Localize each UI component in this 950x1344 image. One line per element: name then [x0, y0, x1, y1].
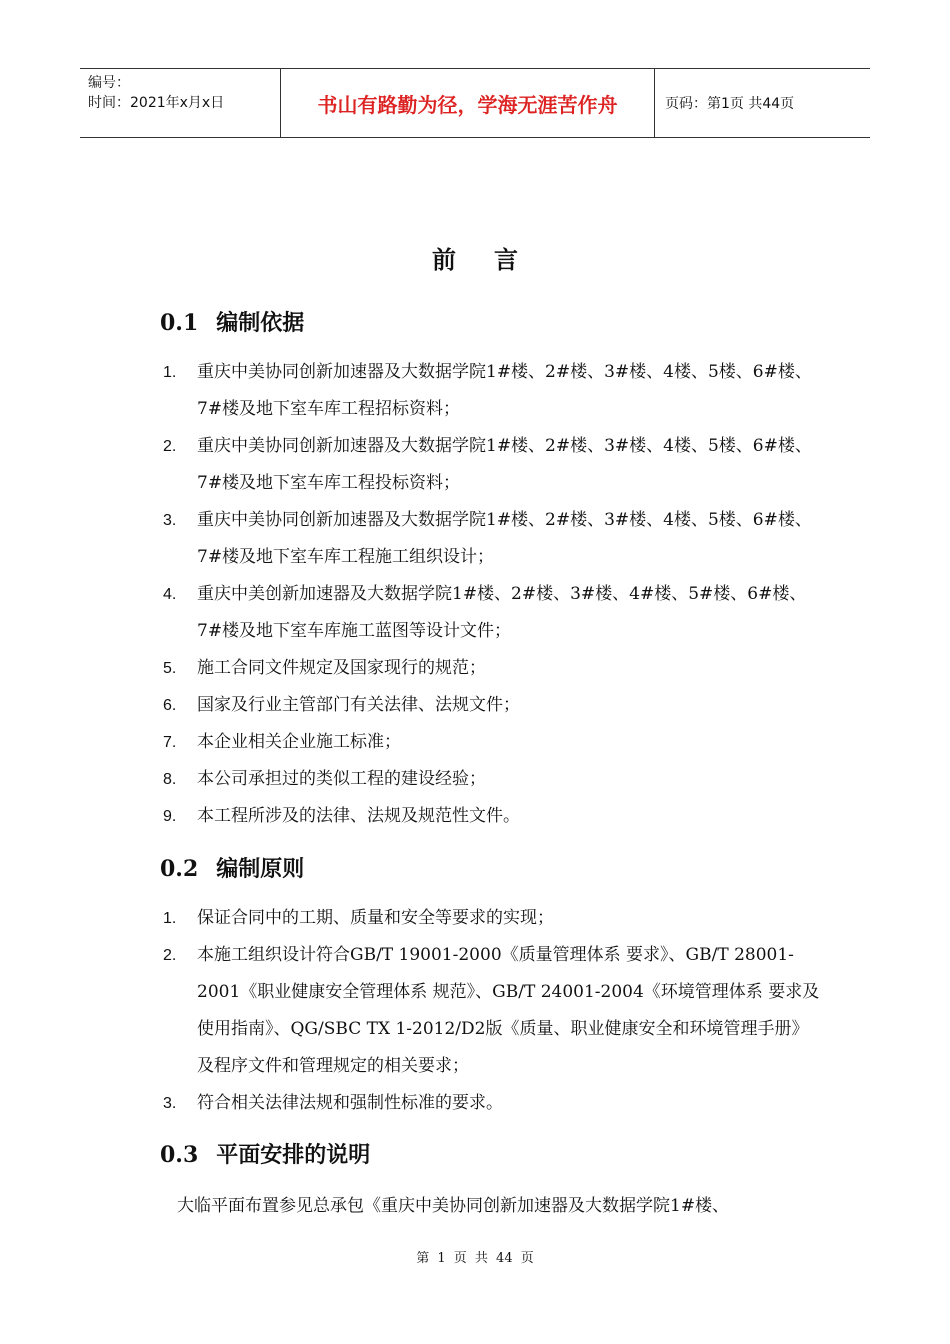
page-footer: 第 1 页 共 44 页 — [416, 1251, 534, 1266]
list-item — [160, 798, 820, 835]
item-number: 7. — [163, 734, 177, 751]
section-heading-0-3 — [160, 1138, 370, 1169]
list-item — [160, 650, 820, 687]
section-number: 0.3 — [160, 1142, 199, 1168]
page-header — [80, 68, 870, 138]
list-item — [160, 687, 820, 724]
section-title: 编制原则 — [216, 857, 305, 882]
item-text: 本施工组织设计符合GB/T 19001-2000《质量管理体系 要求》、GB/T 28001-2001《职业健康安全管理体系 规范》、GB/T 24001-2004《环境管理体系 要求及使用指南》、QG/SBC TX 1-2012/D2版《质量、职业健康安全和环境管理手册》及程序文件和管理规定的相关要求； — [197, 945, 820, 1076]
item-text: 重庆中美协同创新加速器及大数据学院1#楼、2#楼、3#楼、4楼、5楼、6#楼、7#楼及地下室车库工程施工组织设计； — [197, 510, 812, 567]
item-text: 本企业相关企业施工标准； — [197, 732, 401, 752]
item-number: 5. — [163, 660, 177, 677]
item-text: 本工程所涉及的法律、法规及规范性文件。 — [197, 806, 520, 826]
section-number: 0.2 — [160, 856, 199, 882]
item-text: 保证合同中的工期、质量和安全等要求的实现； — [197, 908, 554, 928]
item-text: 施工合同文件规定及国家现行的规范； — [197, 658, 486, 678]
section-title: 平面安排的说明 — [216, 1143, 371, 1168]
item-text: 重庆中美协同创新加速器及大数据学院1#楼、2#楼、3#楼、4楼、5楼、6#楼、7#楼及地下室车库工程投标资料； — [197, 436, 812, 493]
item-number: 8. — [163, 771, 177, 788]
document-title: 前言 — [432, 245, 556, 274]
item-number: 1. — [163, 910, 177, 927]
header-left-cell — [80, 69, 281, 137]
section-heading-0-2 — [160, 852, 304, 883]
item-text: 重庆中美协同创新加速器及大数据学院1#楼、2#楼、3#楼、4楼、5楼、6#楼、7#楼及地下室车库工程招标资料； — [197, 362, 812, 419]
item-number: 6. — [163, 697, 177, 714]
page-info: 页码：第1页 共44页 — [665, 96, 795, 112]
list-item — [160, 900, 820, 937]
list-item — [160, 502, 820, 576]
item-text: 本公司承担过的类似工程的建设经验； — [197, 769, 486, 789]
time-label: 时间：2021年x月x日 — [88, 95, 225, 111]
section-number: 0.1 — [160, 310, 199, 336]
list-item — [160, 1085, 820, 1122]
basis-list — [160, 354, 820, 835]
motto: 书山有路勤为径，学海无涯苦作舟 — [281, 69, 655, 137]
item-number: 2. — [163, 947, 177, 964]
item-text: 国家及行业主管部门有关法律、法规文件； — [197, 695, 520, 715]
list-item — [160, 354, 820, 428]
list-item — [160, 576, 820, 650]
item-number: 3. — [163, 512, 177, 529]
principle-list — [160, 900, 820, 1122]
section-title: 编制依据 — [216, 311, 305, 336]
list-item — [160, 724, 820, 761]
list-item — [160, 761, 820, 798]
number-label: 编号： — [88, 75, 130, 91]
list-item — [160, 428, 820, 502]
layout-paragraph: 大临平面布置参见总承包《重庆中美协同创新加速器及大数据学院1#楼、 — [177, 1196, 730, 1216]
list-item — [160, 937, 820, 1085]
item-number: 9. — [163, 808, 177, 825]
section-heading-0-1 — [160, 306, 304, 337]
item-text: 符合相关法律法规和强制性标准的要求。 — [197, 1093, 503, 1113]
item-text: 重庆中美创新加速器及大数据学院1#楼、2#楼、3#楼、4#楼、5#楼、6#楼、7#楼及地下室车库施工蓝图等设计文件； — [197, 584, 807, 641]
item-number: 2. — [163, 438, 177, 455]
item-number: 3. — [163, 1095, 177, 1112]
item-number: 1. — [163, 364, 177, 381]
item-number: 4. — [163, 586, 177, 603]
